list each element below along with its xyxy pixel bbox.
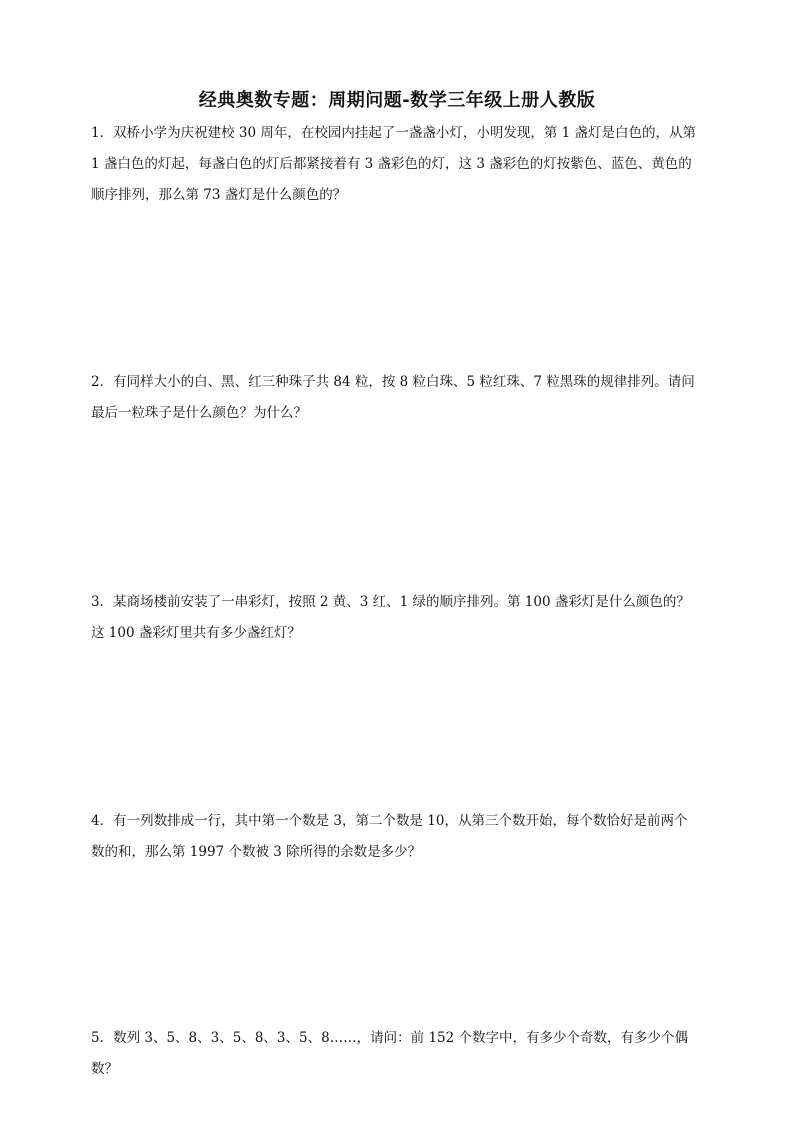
question-5	[91, 1023, 705, 1085]
question-4	[91, 806, 705, 868]
question-1-line-2: 1 盏白色的灯起，每盏白色的灯后都紧接着有 3 盏彩色的灯，这 3 盏彩色的灯按紫色、蓝色、黄色的	[91, 156, 692, 172]
question-2-line-2: 最后一粒珠子是什么颜色？为什么？	[91, 405, 307, 421]
question-5-line-1: 5．数列 3、5、8、3、5、8、3、5、8……，请问：前 152 个数字中，有多少个奇数，有多少个偶数？	[91, 1030, 689, 1077]
question-1	[91, 118, 705, 211]
question-3-line-2: 这 100 盏彩灯里共有多少盏红灯？	[91, 625, 301, 641]
question-2-line-1: 2．有同样大小的白、黑、红三种珠子共 84 粒，按 8 粒白珠、5 粒红珠、7 粒黑珠的规律排列。请问	[91, 374, 695, 390]
question-1-line-3: 顺序排列，那么第 73 盏灯是什么颜色的？	[91, 187, 347, 203]
page-title: 经典奥数专题：周期问题-数学三年级上册人教版	[198, 90, 596, 111]
question-4-line-1: 4．有一列数排成一行，其中第一个数是 3，第二个数是 10，从第三个数开始，每个数恰好是前两个	[91, 813, 688, 829]
question-4-line-2: 数的和，那么第 1997 个数被 3 除所得的余数是多少？	[91, 844, 422, 860]
question-3-line-1: 3．某商场楼前安装了一串彩灯，按照 2 黄、3 红、1 绿的顺序排列。第 100 盏彩灯是什么颜色的？	[91, 594, 690, 610]
question-3	[91, 587, 705, 649]
question-2	[91, 367, 705, 429]
question-1-line-1: 1．双桥小学为庆祝建校 30 周年，在校园内挂起了一盏盏小灯，小明发现，第 1 盏灯是白色的，从第	[91, 125, 697, 141]
